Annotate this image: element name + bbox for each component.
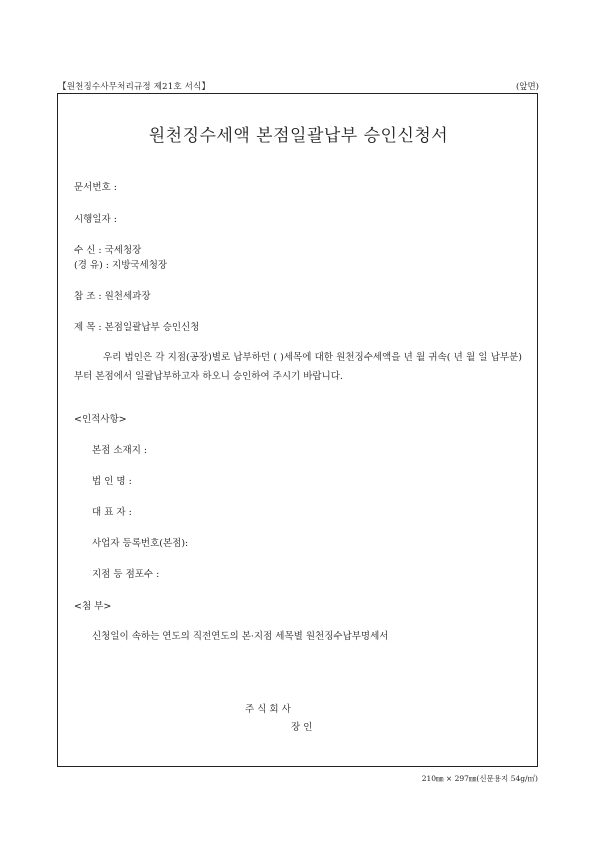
company-head-seal: 장 인 (291, 722, 313, 733)
form-number-header: 【원천징수사무처리규정 제21호 서식】 (58, 82, 211, 92)
application-form (57, 93, 538, 767)
page-side-label: (앞면) (515, 82, 539, 92)
hq-address-field: 본점 소재지 : (92, 445, 148, 456)
date-field: 시행일자 : (74, 214, 117, 225)
recipient-field: 수 신 : 국세청장 (74, 245, 142, 256)
representative-field: 대 표 자 : (92, 507, 132, 518)
biz-reg-number-field: 사업자 등록번호(본점): (92, 538, 189, 549)
personal-info-heading: <인적사항> (74, 414, 127, 425)
company-name: 주 식 회 사 (245, 704, 291, 715)
attachment-item: 신청일이 속하는 연도의 직전연도의 본·지점 세목별 원천징수납부명세서 (92, 631, 389, 642)
attachment-heading: <첨 부> (74, 601, 112, 612)
branch-count-field: 지점 등 점포수 : (92, 569, 160, 580)
paper-spec-footer: 210㎜ × 297㎜(신문용지 54g/㎡) (421, 774, 538, 783)
via-field: (경 유) : 지방국세청장 (74, 260, 168, 271)
request-paragraph: 우리 법인은 각 지점(공장)별로 납부하던 ( )세목에 대한 원천징수세액을 년 월 귀속( 년 월 일 납부분)부터 본점에서 일괄납부하고자 하오니 승인하여 주시기 바랍니다. (74, 352, 522, 382)
subject-field: 제 목 : 본점일괄납부 승인신청 (74, 322, 200, 333)
corp-name-field: 법 인 명 : (92, 476, 132, 487)
doc-number-field: 문서번호 : (74, 182, 117, 193)
reference-field: 참 조 : 원천세과장 (74, 291, 151, 302)
form-title: 원천징수세액 본점일괄납부 승인신청서 (148, 126, 449, 146)
